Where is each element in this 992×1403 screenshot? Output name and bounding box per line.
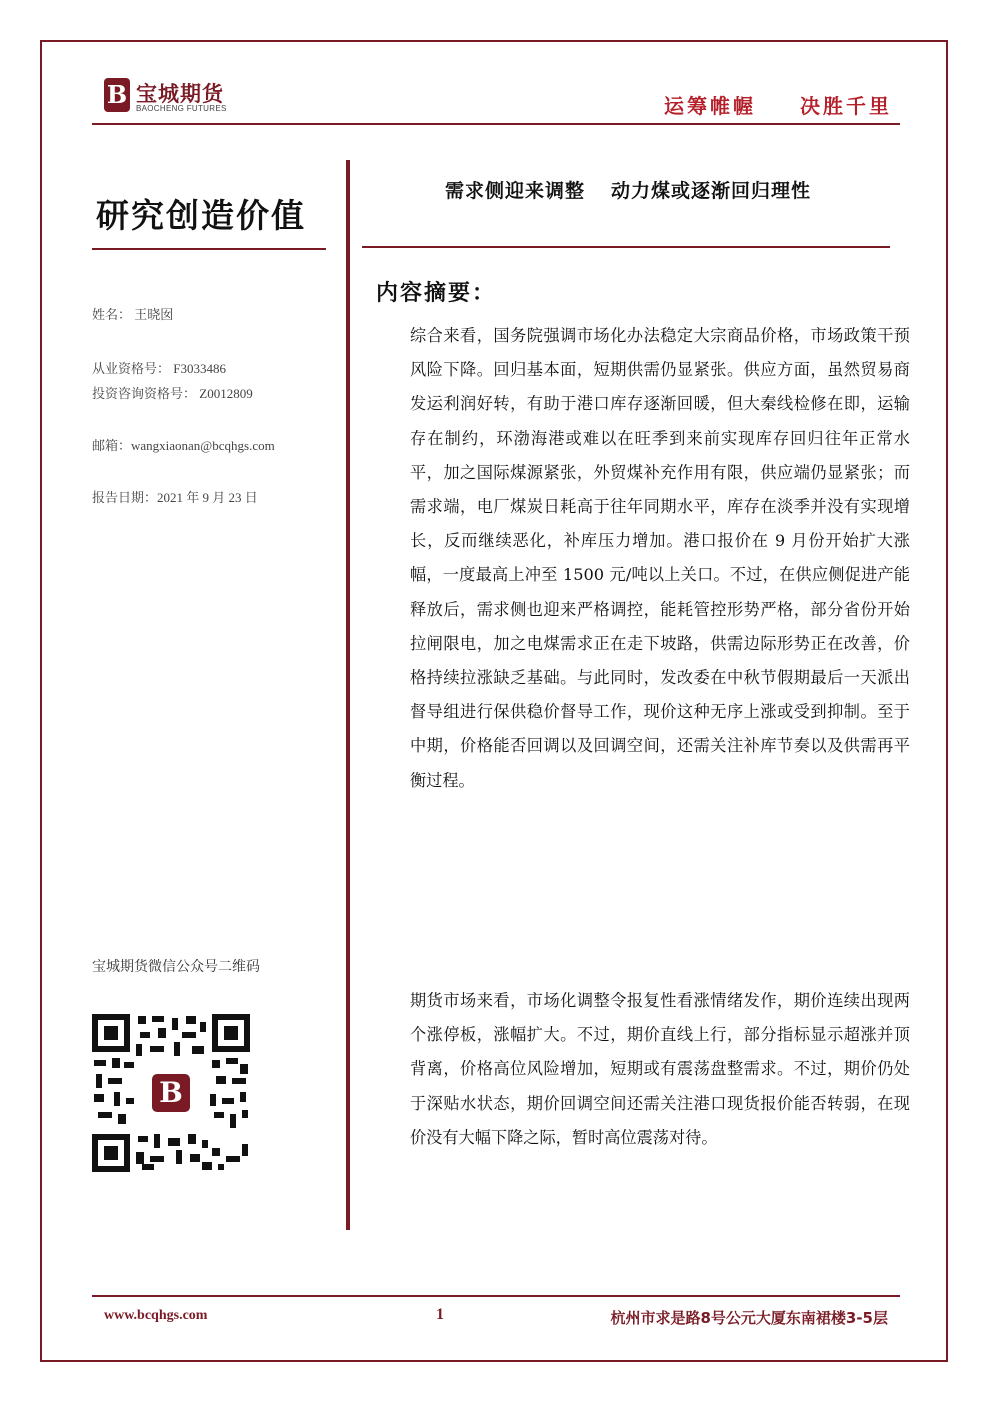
logo-english-name: BAOCHENG FUTURES (136, 104, 227, 113)
logo-b-icon: B (104, 78, 130, 112)
footer-website-link[interactable]: www.bcqhgs.com (104, 1308, 208, 1323)
footer-divider (92, 1295, 900, 1297)
slogan-right: 决胜千里 (800, 94, 892, 118)
header-divider (92, 123, 900, 125)
report-title-right: 动力煤或逐渐回归理性 (611, 180, 812, 202)
column-divider (346, 160, 350, 1230)
analyst-email: 邮箱：wangxiaonan@bcqhgs.com (92, 438, 275, 453)
report-date: 报告日期：2021 年 9 月 23 日 (92, 490, 258, 505)
header-slogan (664, 90, 892, 119)
qr-caption: 宝城期货微信公众号二维码 (92, 958, 260, 974)
summary-heading: 内容摘要： (376, 280, 497, 306)
report-title-left: 需求侧迎来调整 (444, 180, 585, 202)
footer-page-number: 1 (436, 1306, 444, 1323)
report-title (366, 176, 890, 203)
wechat-qr-code-icon (92, 1014, 250, 1172)
summary-paragraph-2: 期货市场来看，市场化调整令报复性看涨情绪发作，期价连续出现两个涨停板，涨幅扩大。不过，期价直线上行，部分指标显示超涨并顶背离，价格高位风险增加，短期或有震荡盘整需求。不过，期价仍处于深贴水状态，期价回调空间还需关注港口现货报价能否转弱，在现价没有大幅下降之际，暂时高位震荡对待。 (410, 991, 910, 1147)
sidebar-title-rule (92, 248, 326, 250)
slogan-left: 运筹帷幄 (664, 94, 756, 118)
summary-paragraph-1: 综合来看，国务院强调市场化办法稳定大宗商品价格，市场政策干预风险下降。回归基本面，短期供需仍显紧张。供应方面，虽然贸易商发运利润好转，有助于港口库存逐渐回暖，但大秦线检修在即，运输存在制约，环渤海港或难以在旺季到来前实现库存回归往年正常水平，加之国际煤源紧张，外贸煤补充作用有限，供应端仍显紧张；而需求端，电厂煤炭日耗高于往年同期水平，库存在淡季并没有实现增长，反而继续恶化，补库压力增加。港口报价在 9 月份开始扩大涨幅，一度最高上冲至 1500 元/吨以上关口。不过，在供应侧促进产能释放后，需求侧也迎来严格调控，能耗管控形势严格，部分省份开始拉闸限电，加之电煤需求正在走下坡路，供需边际形势正在改善，价格持续拉涨缺乏基础。与此同时，发改委在中秋节假期最后一天派出督导组进行保供稳价督导工作，现价这种无序上涨或受到抑制。至于中期，价格能否回调以及回调空间，还需关注补库节奏以及供需再平衡过程。 (410, 326, 910, 790)
advisory-number: 投资咨询资格号： Z0012809 (92, 386, 253, 401)
footer-address: 杭州市求是路8号公元大厦东南裙楼3-5层 (610, 1309, 888, 1327)
analyst-name: 姓名： 王晓囡 (92, 307, 174, 322)
title-divider (362, 246, 890, 248)
sidebar-title: 研究创造价值 (96, 196, 306, 235)
svg-text:B: B (159, 1076, 183, 1109)
logo-chinese-name: 宝城期货 (136, 82, 224, 106)
license-number: 从业资格号： F3033486 (92, 361, 226, 376)
